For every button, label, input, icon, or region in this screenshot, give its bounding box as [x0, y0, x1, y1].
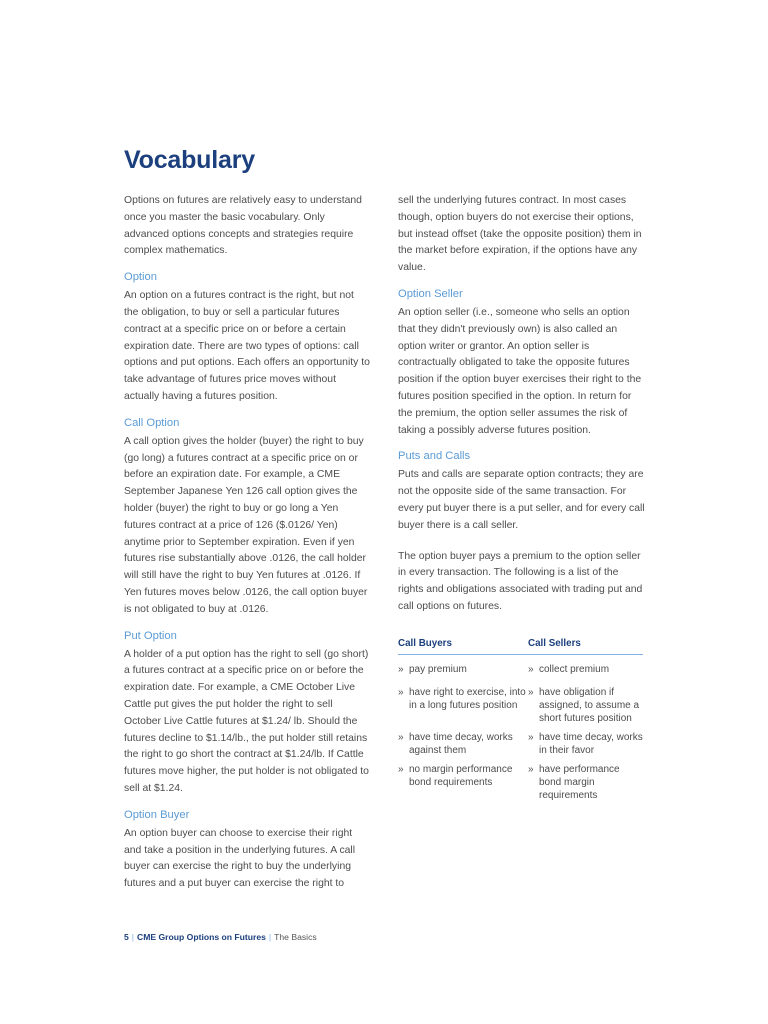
- call-option-paragraph: A call option gives the holder (buyer) the right to buy (go long) a futures contract at a specific price on or before an expiration date. For example, a CME September Japanese Yen 126 call option gives the holder (buyer) the right to buy or go long a Yen futures contract at a price of 126 ($.0126/ Yen) anytime prior to September expiration. Even if yen futures rise substantially above .0126, the call holder will still have the right to buy Yen futures at .0126. If Yen futures moves below .0126, the call option buyer is not obligated to buy at .0126.: [124, 435, 368, 615]
- put-option-heading: Put Option: [124, 629, 177, 642]
- bullet-icon: »: [398, 731, 404, 743]
- cell-text: collect premium: [539, 663, 610, 675]
- intro-paragraph: Options on futures are relatively easy to understand once you master the basic vocabulary. Only advanced options concepts and strategies require complex mathematics.: [124, 195, 362, 257]
- call-buyers-header: Call Buyers: [398, 637, 452, 649]
- table-header: [398, 638, 643, 655]
- option-heading: Option: [124, 271, 157, 284]
- page-number: 5: [124, 932, 129, 942]
- option-paragraph: An option on a futures contract is the right, but not the obligation, to buy or sell a particular futures contract at a specific price on or before a certain expiration date. There are two types of options: call options and put options. Each offers an opportunity to take advantage of futures price moves without actually having a futures position.: [124, 290, 370, 402]
- table-row: [398, 763, 643, 802]
- table-row: [398, 731, 643, 757]
- table-cell: [398, 763, 528, 802]
- put-option-paragraph: A holder of a put option has the right to sell (go short) a futures contract at a specific price on or before the expiration date. For example, a CME October Live Cattle put gives the put holder the right to sell October Live Cattle futures at $1.24/ lb. Should the futures decline to $1.14/lb., the put holder still retains the right to go short the contract at $1.24/lb. If Cattle futures move higher, the put holder is not obligated to sell at $1.24.: [124, 648, 369, 794]
- table-cell: [528, 663, 643, 676]
- publication-title: CME Group Options on Futures: [137, 932, 266, 942]
- cell-text: no margin performance bond requirements: [409, 763, 513, 788]
- bullet-icon: »: [528, 663, 534, 675]
- continuation-paragraph: sell the underlying futures contract. In most cases though, option buyers do not exercise their options, but instead offset (take the opposite position) them in the market before expiration, if the options have any value.: [398, 195, 642, 274]
- bullet-icon: »: [528, 686, 534, 698]
- bullet-icon: »: [398, 763, 404, 775]
- footer-separator: |: [131, 932, 135, 942]
- page-footer: [124, 932, 317, 942]
- cell-text: have time decay, works against them: [409, 731, 513, 756]
- premium-paragraph: The option buyer pays a premium to the option seller in every transaction. The following is a list of the rights and obligations associated with trading put and call options on futures.: [398, 550, 643, 612]
- cell-text: have obligation if assigned, to assume a short futures position: [539, 686, 640, 724]
- call-sellers-header: Call Sellers: [528, 637, 581, 649]
- bullet-icon: »: [398, 686, 404, 698]
- table-cell: [528, 731, 643, 757]
- bullet-icon: »: [528, 763, 534, 775]
- option-buyer-paragraph: An option buyer can choose to exercise their right and take a position in the underlying futures. A call buyer can exercise the right to buy the underlying futures and a put buyer can exercise the right to: [124, 827, 356, 890]
- puts-calls-paragraph: Puts and calls are separate option contracts; they are not the opposite side of the same transaction. For every put buyer there is a put seller, and for every call buyer there is a call seller.: [398, 469, 645, 531]
- option-seller-heading: Option Seller: [398, 287, 463, 300]
- rights-obligations-table: [398, 638, 643, 802]
- cell-text: have time decay, works in their favor: [539, 731, 643, 756]
- table-row: [398, 686, 643, 725]
- table-cell: [398, 731, 528, 757]
- option-buyer-heading: Option Buyer: [124, 808, 190, 821]
- table-cell: [528, 686, 643, 725]
- footer-separator: |: [268, 932, 272, 942]
- cell-text: have performance bond margin requirements: [539, 763, 620, 801]
- cell-text: have right to exercise, into in a long futures position: [409, 686, 526, 711]
- table-cell: [398, 686, 528, 725]
- puts-calls-heading: Puts and Calls: [398, 450, 471, 463]
- page-title: Vocabulary: [124, 146, 255, 174]
- cell-text: pay premium: [409, 663, 467, 675]
- bullet-icon: »: [398, 663, 404, 675]
- option-seller-paragraph: An option seller (i.e., someone who sells an option that they didn't previously own) is also called an option writer or grantor. An option seller is contractually obligated to take the opposite futures position if the option buyer exercises their right to the futures position specified in the option. In return for the premium, the option seller assumes the risk of taking a possibly adverse futures position.: [398, 306, 642, 436]
- section-title: The Basics: [274, 932, 317, 942]
- left-column: [124, 193, 371, 903]
- call-option-heading: Call Option: [124, 416, 180, 429]
- bullet-icon: »: [528, 731, 534, 743]
- table-row: [398, 663, 643, 676]
- right-column: [398, 193, 645, 802]
- table-cell: [398, 663, 528, 676]
- table-cell: [528, 763, 643, 802]
